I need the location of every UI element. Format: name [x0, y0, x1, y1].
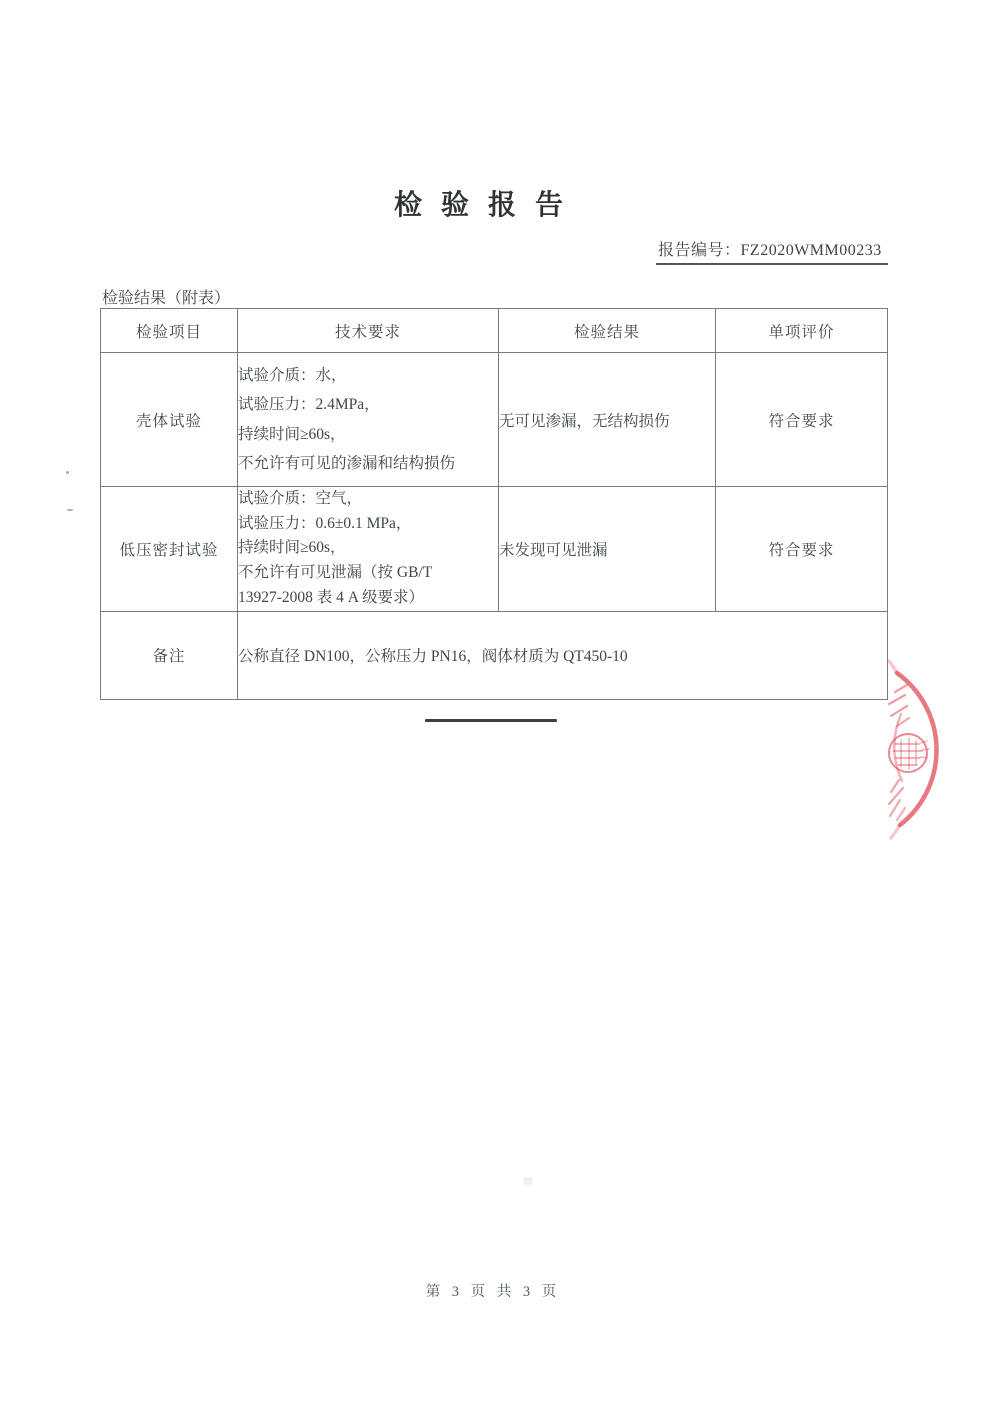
official-seal-stamp	[855, 648, 1000, 860]
requirement-cell	[238, 353, 499, 487]
requirement-line: 试验压力：2.4MPa，	[238, 396, 380, 413]
section-label: 检验结果（附表）	[102, 290, 231, 307]
table-row	[101, 353, 888, 487]
requirement-line: 试验压力：0.6±0.1 MPa，	[238, 514, 412, 532]
evaluation-cell: 符合要求	[716, 487, 888, 612]
scan-speck	[523, 1177, 533, 1185]
requirement-line: 持续时间≥60s，	[238, 539, 346, 557]
table-row	[101, 487, 888, 612]
signature-line	[425, 719, 557, 722]
item-name: 壳体试验	[101, 353, 238, 487]
remark-row	[101, 611, 888, 699]
header-item-evaluation: 单项评价	[716, 309, 888, 353]
requirement-line: 13927-2008 表 4 A 级要求）	[238, 588, 425, 606]
remark-label: 备注	[101, 611, 238, 699]
scan-speck	[66, 471, 69, 474]
evaluation-cell: 符合要求	[716, 353, 888, 487]
header-inspection-result: 检验结果	[499, 309, 716, 353]
item-name: 低压密封试验	[101, 487, 238, 612]
requirement-line: 试验介质：水，	[238, 366, 347, 384]
results-table	[100, 308, 888, 700]
requirement-line: 持续时间≥60s，	[238, 425, 346, 443]
page-footer: 第 3 页 共 3 页	[425, 1284, 561, 1300]
result-cell: 无可见渗漏，无结构损伤	[499, 353, 716, 487]
report-number-value: FZ2020WMM00233	[740, 242, 882, 259]
seal-text-strokes	[889, 685, 909, 820]
requirement-line: 不允许有可见的渗漏和结构损伤	[238, 455, 456, 472]
header-technical-requirement: 技术要求	[238, 309, 499, 353]
report-number	[656, 237, 888, 265]
requirement-line: 不允许有可见泄漏（按 GB/T	[238, 564, 433, 582]
scan-speck	[67, 509, 73, 511]
remark-text: 公称直径 DN100，公称压力 PN16，阀体材质为 QT450-10	[238, 611, 888, 699]
header-inspection-item: 检验项目	[101, 309, 238, 353]
table-header-row	[101, 309, 888, 353]
requirement-line: 试验介质：空气，	[238, 490, 363, 507]
report-number-label: 报告编号：	[658, 242, 741, 259]
page-title: 检 验 报 告	[393, 190, 569, 221]
result-cell: 未发现可见泄漏	[499, 487, 716, 612]
requirement-cell	[238, 487, 499, 612]
